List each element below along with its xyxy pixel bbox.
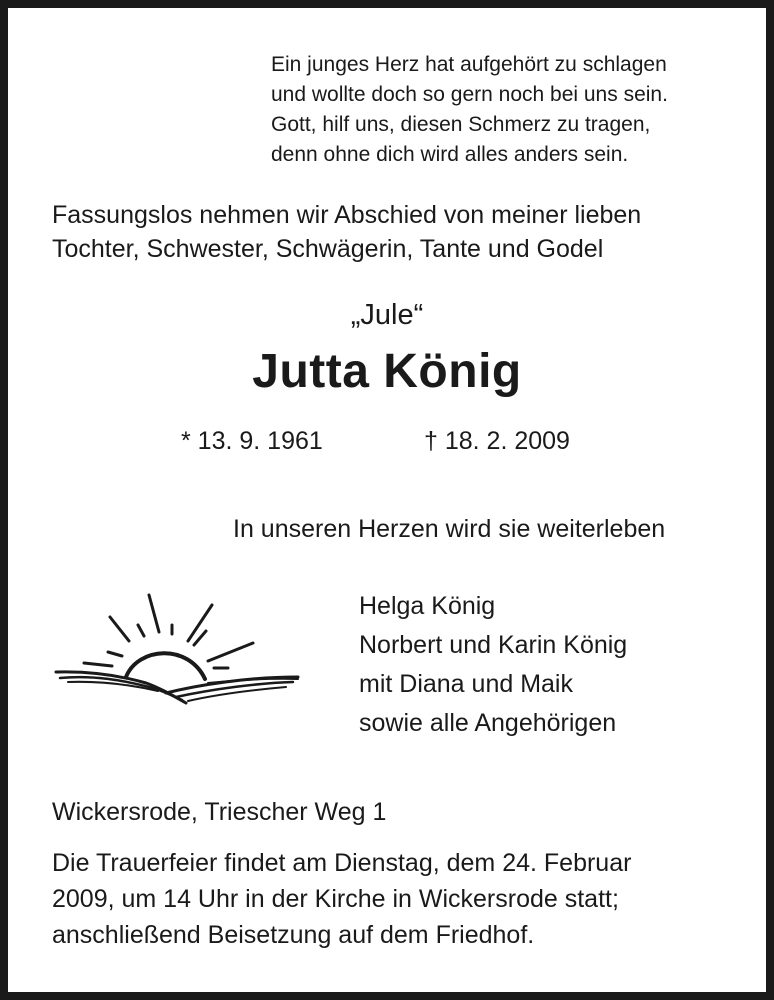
funeral-line: Die Trauerfeier findet am Dienstag, dem 24. Februar	[52, 849, 632, 877]
motto: In unseren Herzen wird sie weiterleben	[233, 515, 666, 543]
sunset-icon	[48, 585, 308, 715]
funeral-notice	[52, 845, 631, 953]
poem-line: Gott, hilf uns, diesen Schmerz zu tragen,	[271, 113, 651, 136]
address: Wickersrode, Triescher Weg 1	[52, 798, 387, 826]
poem-line: denn ohne dich wird alles anders sein.	[271, 143, 629, 166]
deceased-name: Jutta König	[252, 345, 522, 398]
mourner-line: Norbert und Karin König	[359, 631, 628, 659]
poem-line: und wollte doch so gern noch bei uns sein.	[271, 83, 668, 106]
birth-date: * 13. 9. 1961	[181, 427, 323, 455]
intro-line: Fassungslos nehmen wir Abschied von meiner lieben	[52, 201, 642, 229]
mourner-line: Helga König	[359, 592, 496, 620]
death-date: † 18. 2. 2009	[424, 427, 570, 455]
intro-line: Tochter, Schwester, Schwägerin, Tante und Godel	[52, 235, 604, 263]
nickname: „Jule“	[350, 299, 424, 331]
intro-text	[52, 198, 641, 266]
funeral-line: anschließend Beisetzung auf dem Friedhof.	[52, 921, 535, 949]
funeral-line: 2009, um 14 Uhr in der Kirche in Wickersrode statt;	[52, 885, 619, 913]
poem-line: Ein junges Herz hat aufgehört zu schlagen	[271, 53, 667, 76]
mourner-line: mit Diana und Maik	[359, 670, 573, 698]
mourners-list	[359, 587, 627, 743]
poem	[271, 50, 668, 170]
mourner-line: sowie alle Angehörigen	[359, 709, 617, 737]
